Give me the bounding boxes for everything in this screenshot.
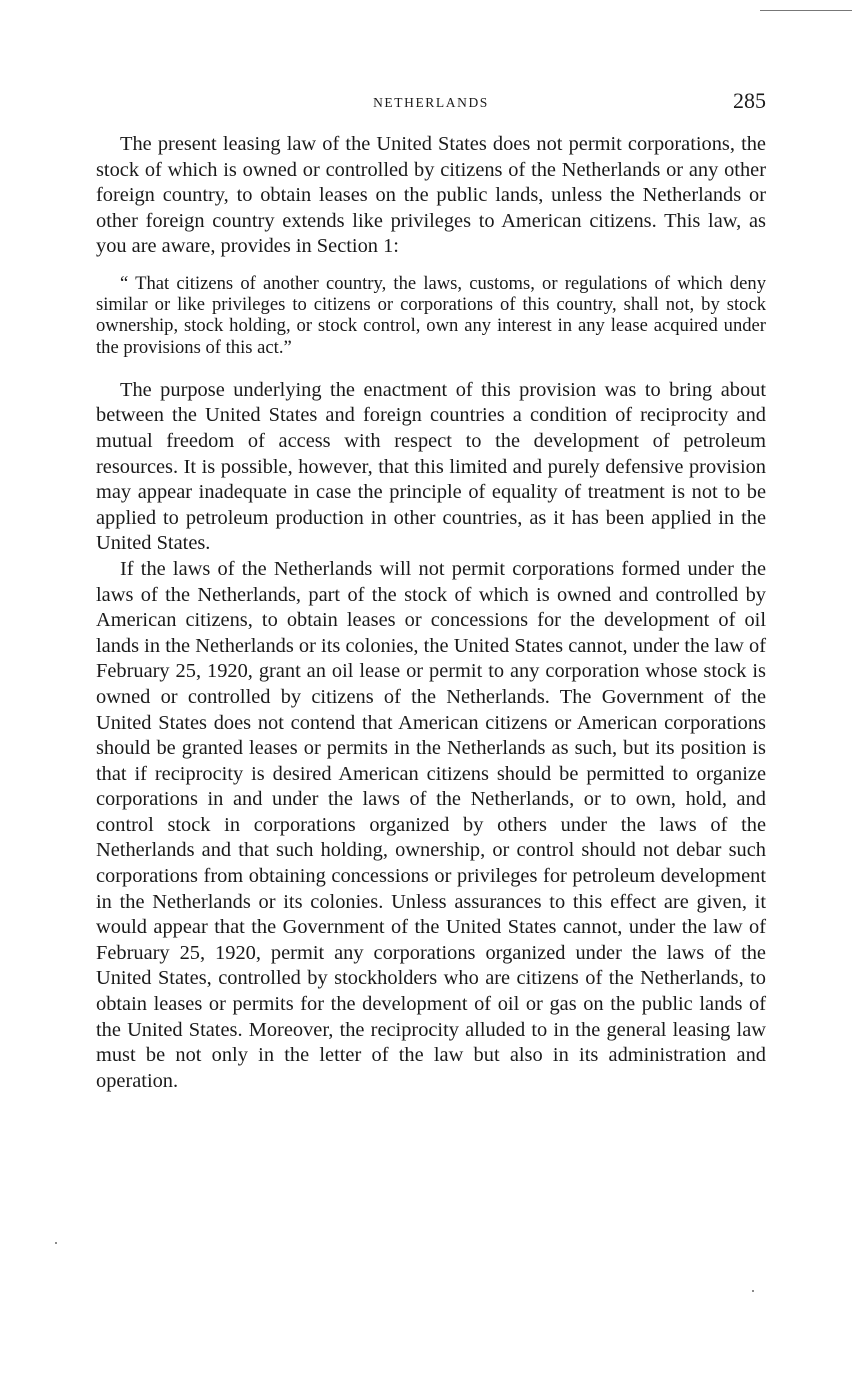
block-quote-section-1: “ That citizens of another country, the laws, customs, or regulations of which deny similar or like privileges to citizens or corporations of this country, shall not, by stock ownership, stock holding, or stock control, own any interest in any lease acquired under the provisions of this act.” (96, 272, 766, 358)
page-header (96, 88, 766, 118)
page-body (96, 132, 766, 1094)
paragraph-reciprocity: If the laws of the Netherlands will not permit corporations formed under the laws of the Netherlands, part of the stock of which is owned and controlled by American citizens, to obtain leases or concessions for the development of oil lands in the Netherlands or its colonies, the United States cannot, under the law of February 25, 1920, grant an oil lease or permit to any corporation whose stock is owned or controlled by citizens of the Netherlands. The Government of the United States does not contend that American citizens or American corporations should be granted leases or permits in the Netherlands as such, but its position is that if reciprocity is desired American citizens should be permitted to organize corporations in and under the laws of the Netherlands, or to own, hold, and control stock in corporations organized by others under the laws of the Netherlands and that such holding, ownership, or control should not debar such corporations from obtaining concessions or privileges for petroleum development in the Netherlands or its colonies. Unless assurances to this effect are given, it would appear that the Government of the United States cannot, under the law of February 25, 1920, permit any corporations organized under the laws of the United States, controlled by stockholders who are citizens of the Netherlands, to obtain leases or permits for the development of oil or gas on the public lands of the United States. Moreover, the reciprocity alluded to in the general leasing law must be not only in the letter of the law but also in its administration and operation. (96, 557, 766, 1092)
top-edge-rule (760, 10, 852, 11)
stray-mark (752, 1290, 754, 1292)
paragraph-purpose: The purpose underlying the enactment of this provision was to bring about between the United States and foreign countries a condition of reciprocity and mutual freedom of access with respect to the development of petroleum resources. It is possible, however, that this limited and purely defensive provision may appear inadequate in case the principle of equality of treatment is not to be applied to petroleum production in other countries, as it has been applied in the United States. (96, 378, 766, 555)
paragraph-leasing-law: The present leasing law of the United States does not permit corporations, the stock of which is owned or controlled by citizens of the Netherlands or any other foreign country, to obtain leases on the public lands, unless the Netherlands or other foreign country extends like privileges to American citizens. This law, as you are aware, provides in Section 1: (96, 133, 766, 258)
stray-mark (55, 1242, 57, 1244)
page-number: 285 (733, 88, 766, 113)
running-title: NETHERLANDS (373, 95, 489, 110)
